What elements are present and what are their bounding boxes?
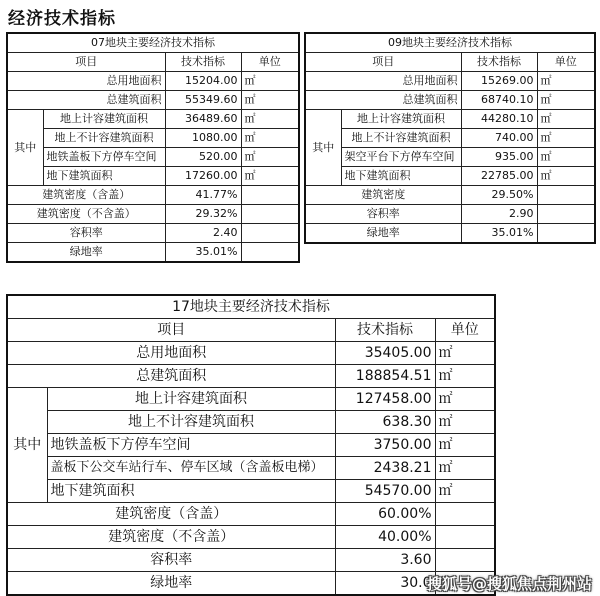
row-label: 地下建筑面积 [47, 480, 335, 503]
page-title: 经济技术指标 [8, 9, 116, 29]
header-unit: 单位 [537, 53, 595, 72]
row-label: 地铁盖板下方停车空间 [43, 148, 165, 167]
row-unit: ㎡ [435, 457, 495, 480]
table-row [7, 167, 299, 186]
row-unit: ㎡ [241, 91, 299, 110]
table-header-row [7, 53, 299, 72]
table-row [7, 365, 495, 388]
row-value: 29.32% [165, 205, 241, 224]
table-row [305, 129, 595, 148]
row-unit [435, 526, 495, 549]
row-label: 容积率 [7, 224, 165, 243]
row-unit: ㎡ [537, 129, 595, 148]
row-unit: ㎡ [537, 167, 595, 186]
row-value: 520.00 [165, 148, 241, 167]
row-unit: ㎡ [537, 72, 595, 91]
table-header-row [305, 53, 595, 72]
table-row [7, 411, 495, 434]
row-label: 盖板下公交车站行车、停车区域（含盖板电梯） [47, 457, 335, 480]
table-17 [6, 294, 496, 596]
row-unit: ㎡ [537, 91, 595, 110]
row-unit [241, 205, 299, 224]
table-row [7, 148, 299, 167]
row-unit [241, 224, 299, 243]
row-label: 绿地率 [7, 572, 335, 596]
row-unit: ㎡ [435, 365, 495, 388]
table-row [305, 72, 595, 91]
table-row [305, 167, 595, 186]
row-value: 44280.10 [461, 110, 537, 129]
row-label: 建筑密度（含盖） [7, 503, 335, 526]
row-unit: ㎡ [241, 72, 299, 91]
table-07 [6, 32, 300, 263]
row-label: 建筑密度（含盖） [7, 186, 165, 205]
row-value: 2438.21 [335, 457, 435, 480]
row-unit: ㎡ [435, 342, 495, 365]
table-header-row [7, 319, 495, 342]
row-value: 35405.00 [335, 342, 435, 365]
qizhong-label: 其中 [7, 110, 43, 186]
table-row [7, 457, 495, 480]
table-row [7, 129, 299, 148]
row-label: 总建筑面积 [7, 91, 165, 110]
table-row [7, 503, 495, 526]
row-unit [537, 224, 595, 244]
row-value: 740.00 [461, 129, 537, 148]
row-label: 地上计容建筑面积 [43, 110, 165, 129]
row-unit: ㎡ [241, 148, 299, 167]
header-unit: 单位 [241, 53, 299, 72]
table-row [305, 205, 595, 224]
table-row [7, 572, 495, 596]
row-label: 建筑密度（不含盖） [7, 526, 335, 549]
row-unit: ㎡ [435, 411, 495, 434]
row-value: 3750.00 [335, 434, 435, 457]
row-unit [435, 503, 495, 526]
table-row [7, 549, 495, 572]
row-value: 638.30 [335, 411, 435, 434]
row-value: 68740.10 [461, 91, 537, 110]
row-label: 绿地率 [7, 243, 165, 263]
header-item: 项目 [7, 319, 335, 342]
row-label: 容积率 [305, 205, 461, 224]
row-value: 41.77% [165, 186, 241, 205]
table-caption: 09地块主要经济技术指标 [305, 33, 595, 53]
row-unit: ㎡ [241, 129, 299, 148]
row-label: 总建筑面积 [7, 365, 335, 388]
row-unit: ㎡ [537, 110, 595, 129]
row-value: 15269.00 [461, 72, 537, 91]
row-unit: ㎡ [435, 388, 495, 411]
header-value: 技术指标 [165, 53, 241, 72]
table-row [7, 72, 299, 91]
table-row [7, 243, 299, 263]
row-unit: ㎡ [435, 480, 495, 503]
row-label: 架空平台下方停车空间 [341, 148, 461, 167]
row-label: 地下建筑面积 [43, 167, 165, 186]
table-row [305, 148, 595, 167]
row-value: 2.90 [461, 205, 537, 224]
table-row [305, 110, 595, 129]
row-value: 36489.60 [165, 110, 241, 129]
table-row [7, 205, 299, 224]
row-label: 绿地率 [305, 224, 461, 244]
row-label: 地铁盖板下方停车空间 [47, 434, 335, 457]
row-label: 地下建筑面积 [341, 167, 461, 186]
row-unit [537, 186, 595, 205]
table-row [7, 186, 299, 205]
row-label: 建筑密度（不含盖） [7, 205, 165, 224]
row-value: 17260.00 [165, 167, 241, 186]
row-label: 总用地面积 [7, 72, 165, 91]
table-row [7, 434, 495, 457]
row-value: 40.00% [335, 526, 435, 549]
row-value: 127458.00 [335, 388, 435, 411]
row-value: 29.50% [461, 186, 537, 205]
row-label: 地上计容建筑面积 [341, 110, 461, 129]
row-value: 22785.00 [461, 167, 537, 186]
row-value: 54570.00 [335, 480, 435, 503]
table-row [7, 110, 299, 129]
row-value: 188854.51 [335, 365, 435, 388]
row-value: 935.00 [461, 148, 537, 167]
row-value: 55349.60 [165, 91, 241, 110]
table-09 [304, 32, 596, 244]
row-value: 15204.00 [165, 72, 241, 91]
qizhong-label: 其中 [305, 110, 341, 186]
table-row [7, 91, 299, 110]
qizhong-label: 其中 [7, 388, 47, 503]
table-caption: 17地块主要经济技术指标 [7, 295, 495, 319]
row-label: 地上不计容建筑面积 [43, 129, 165, 148]
row-value: 35.01% [461, 224, 537, 244]
row-unit [241, 186, 299, 205]
table-caption-row [7, 33, 299, 53]
table-row [7, 224, 299, 243]
table-row [7, 480, 495, 503]
table-row [7, 342, 495, 365]
table-caption-row [7, 295, 495, 319]
row-value: 35.01% [165, 243, 241, 263]
table-row [305, 224, 595, 244]
row-value: 2.40 [165, 224, 241, 243]
row-value: 3.60 [335, 549, 435, 572]
row-label: 建筑密度 [305, 186, 461, 205]
row-value: 1080.00 [165, 129, 241, 148]
table-row [7, 388, 495, 411]
row-value: 30.0 [335, 572, 435, 596]
header-item: 项目 [7, 53, 165, 72]
row-unit [241, 243, 299, 263]
row-unit: ㎡ [241, 167, 299, 186]
row-unit [435, 549, 495, 572]
watermark: 搜狐号@搜狐焦点荆州站 [426, 575, 592, 593]
row-unit [537, 205, 595, 224]
header-unit: 单位 [435, 319, 495, 342]
table-caption-row [305, 33, 595, 53]
table-row [305, 186, 595, 205]
table-caption: 07地块主要经济技术指标 [7, 33, 299, 53]
row-label: 总建筑面积 [305, 91, 461, 110]
header-item: 项目 [305, 53, 461, 72]
row-label: 容积率 [7, 549, 335, 572]
row-unit: ㎡ [435, 434, 495, 457]
header-value: 技术指标 [335, 319, 435, 342]
row-label: 总用地面积 [7, 342, 335, 365]
row-label: 地上计容建筑面积 [47, 388, 335, 411]
row-value: 60.00% [335, 503, 435, 526]
table-row [305, 91, 595, 110]
row-label: 地上不计容建筑面积 [47, 411, 335, 434]
row-label: 总用地面积 [305, 72, 461, 91]
row-unit: ㎡ [241, 110, 299, 129]
row-unit: ㎡ [537, 148, 595, 167]
header-value: 技术指标 [461, 53, 537, 72]
table-row [7, 526, 495, 549]
row-label: 地上不计容建筑面积 [341, 129, 461, 148]
